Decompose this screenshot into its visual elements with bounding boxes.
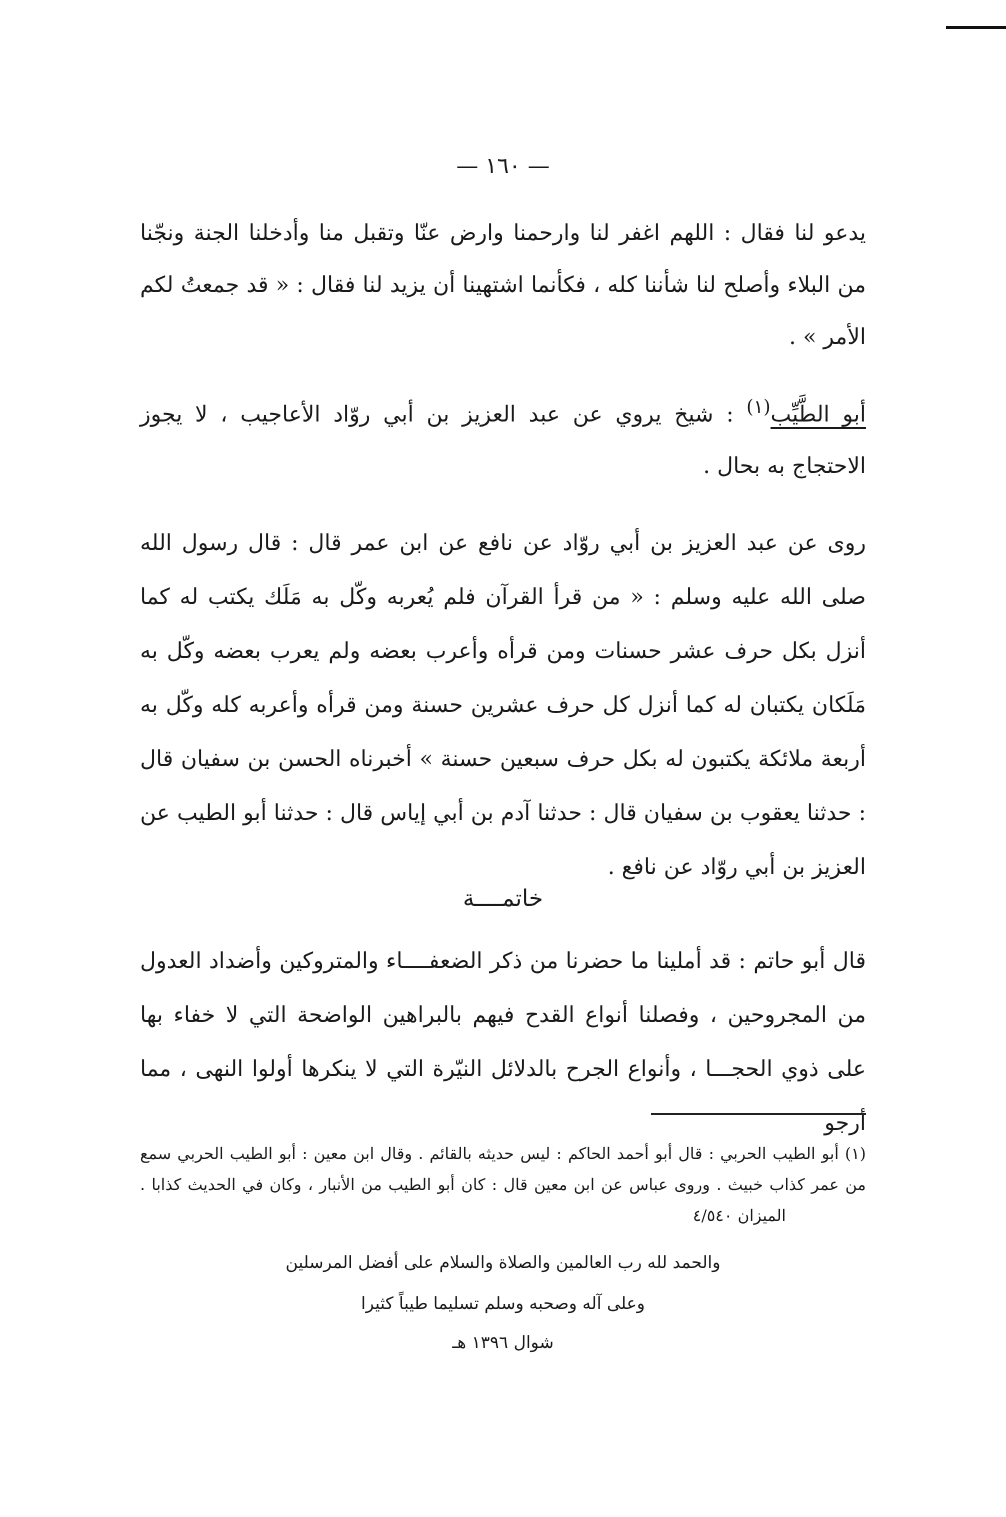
footnote-divider [651, 1113, 866, 1115]
footnote [140, 1138, 866, 1231]
paragraph-1: يدعو لنا فقال : اللهم اغفر لنا وارحمنا وارض عنّا وتقبل منا وأدخلنا الجنة ونجّنا من البلاء وأصلح لنا شأننا كله ، فكأنما اشتهينا أن يزيد لنا فقال : « قد جمعتُ لكم الأمر » . [140, 221, 866, 350]
closing-date: شوال ١٣٩٦ هـ [452, 1333, 554, 1353]
closing-line-1: والحمد لله رب العالمين والصلاة والسلام على أفضل المرسلين [285, 1253, 721, 1273]
paragraph-4: قال أبو حاتم : قد أملينا ما حضرنا من ذكر الضعفــــاء والمتروكين وأضداد العدول من المجروحين ، وفصلنا أنواع القدح فيهم بالبراهين الواضحة التي لا خفاء بها على ذوي الحجـــا ، وأنواع الجرح بالدلائل النيّرة التي لا ينكرها أولوا النهى ، مما أرجو [140, 949, 866, 1136]
footnote-text: (١) أبو الطيب الحربي : قال أبو أحمد الحاكم : ليس حديثه بالقائم . وقال ابن معين : أبو الطيب الحربي سمع من عمر كذاب خبيث . وروى عباس عن ابن معين قال : كان أبو الطيب من الأنبار ، وكان في الحديث كذابا . [140, 1144, 866, 1194]
section-title: خاتمــــة [462, 886, 544, 912]
paragraph-3: روى عن عبد العزيز بن أبي روّاد عن نافع عن ابن عمر قال : قال رسول الله صلى الله عليه وسلم : « من قرأ القرآن فلم يُعربه وكّل به مَلَك يكتب له كما أنزل بكل حرف عشر حسنات ومن قرأه وأعرب بعضه ولم يعرب بعضه وكّل به مَلَكان يكتبان له كما أنزل كل حرف عشرين حسنة ومن قرأه وأعربه كله وكّل به أربعة ملائكة يكتبون له بكل حرف سبعين حسنة » أخبرناه الحسن بن سفيان قال : حدثنا يعقوب بن سفيان قال : حدثنا آدم بن أبي إياس قال : حدثنا أبو الطيب عن العزيز بن أبي روّاد عن نافع . [140, 531, 866, 880]
footnote-marker: (١) [746, 397, 771, 418]
entry-text: : شيخ يروي عن عبد العزيز بن أبي روّاد الأعاجيب ، لا يجوز الاحتجاج به بحال . [140, 402, 866, 480]
footnote-reference: الميزان ٤/٥٤٠ [692, 1206, 786, 1225]
entry-paragraph [140, 382, 866, 493]
corner-rule [946, 26, 1006, 29]
page-number: — ١٦٠ — [456, 154, 550, 179]
entry-name: أبو الطَّيِّب [770, 402, 866, 428]
closing-line-2: وعلى آله وصحبه وسلم تسليما طيباً كثيرا [361, 1294, 645, 1314]
